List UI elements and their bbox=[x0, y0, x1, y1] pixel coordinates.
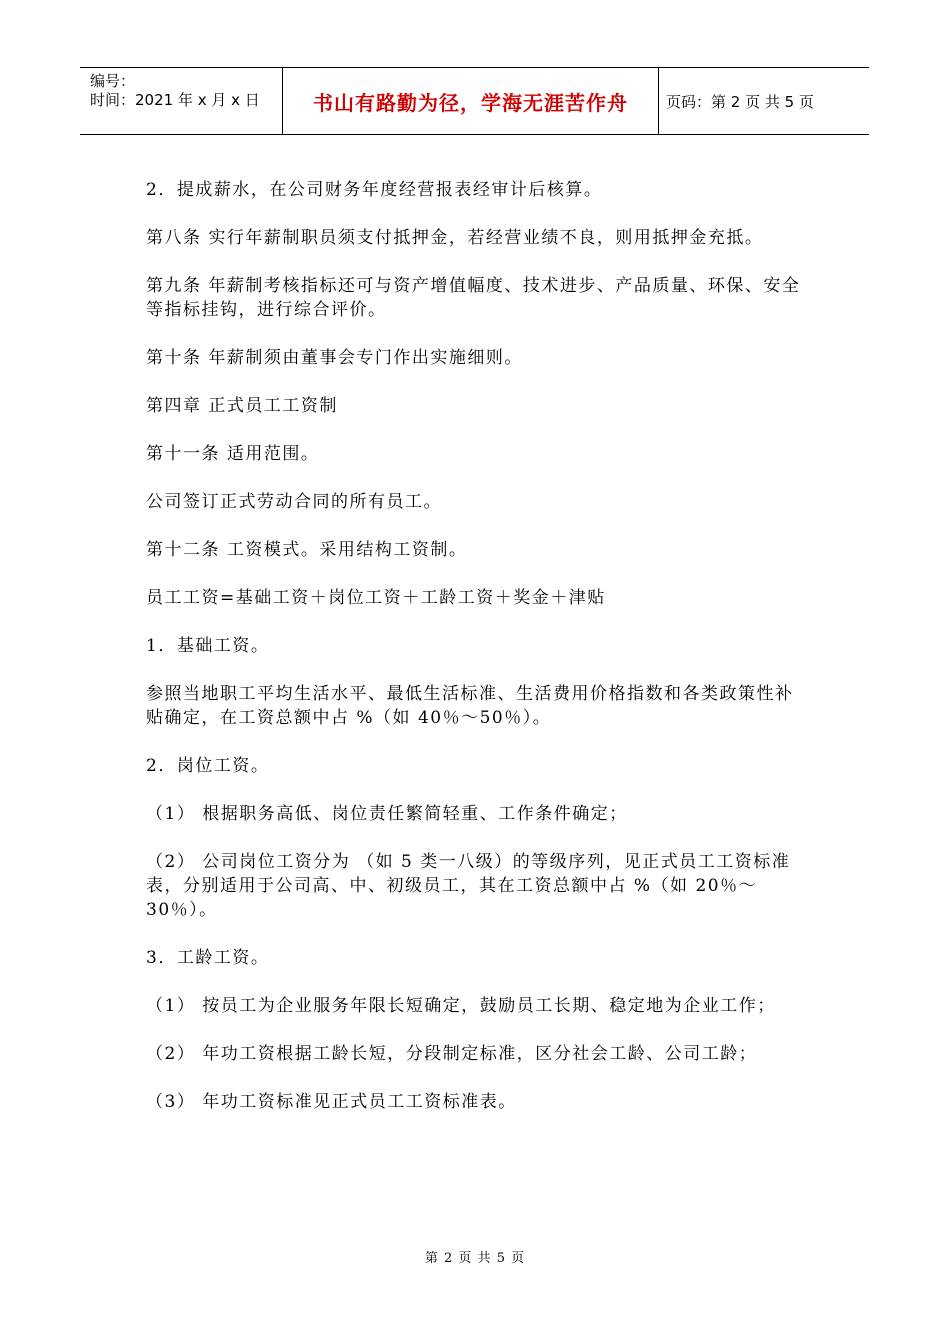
paragraph: （2） 公司岗位工资分为 （如 5 类一八级）的等级序列，见正式员工工资标准表，分别适用于公司高、中、初级员工，其在工资总额中占 %（如 20％～30％）。 bbox=[146, 852, 791, 920]
paragraph: （1） 按员工为企业服务年限长短确定，鼓励员工长期、稳定地为企业工作； bbox=[146, 996, 776, 1016]
paragraph: 2．岗位工资。 bbox=[146, 756, 270, 776]
paragraph: 第十二条 工资模式。采用结构工资制。 bbox=[146, 540, 468, 560]
paragraph: 公司签订正式劳动合同的所有员工。 bbox=[146, 492, 442, 512]
header-divider-right bbox=[658, 68, 659, 134]
header-page-code: 页码：第 2 页 共 5 页 bbox=[666, 92, 814, 111]
header-meta bbox=[90, 72, 290, 110]
paragraph: 第八条 实行年薪制职员须支付抵押金，若经营业绩不良，则用抵押金充抵。 bbox=[146, 228, 764, 248]
salary-formula: 员工工资=基础工资＋岗位工资＋工龄工资＋奖金＋津贴 bbox=[146, 588, 606, 608]
paragraph: 2．提成薪水，在公司财务年度经营报表经审计后核算。 bbox=[146, 180, 603, 200]
page-header bbox=[80, 67, 869, 135]
paragraph: 第九条 年薪制考核指标还可与资产增值幅度、技术进步、产品质量、环保、安全等指标挂钩，进行综合评价。 bbox=[146, 276, 801, 320]
page-footer: 第 2 页 共 5 页 bbox=[424, 1251, 526, 1266]
paragraph: 第十一条 适用范围。 bbox=[146, 444, 320, 464]
paragraph: 1．基础工资。 bbox=[146, 636, 270, 656]
paragraph: （2） 年功工资根据工龄长短，分段制定标准，区分社会工龄、公司工龄； bbox=[146, 1044, 758, 1064]
chapter-heading: 第四章 正式员工工资制 bbox=[146, 396, 338, 416]
paragraph: （3） 年功工资标准见正式员工工资标准表。 bbox=[146, 1092, 517, 1112]
paragraph: 3．工龄工资。 bbox=[146, 948, 270, 968]
document-body bbox=[146, 178, 806, 1138]
paragraph: 参照当地职工平均生活水平、最低生活标准、生活费用价格指数和各类政策性补贴确定，在工资总额中占 %（如 40％～50％）。 bbox=[146, 684, 794, 728]
document-number-label: 编号： bbox=[90, 72, 136, 90]
paragraph: （1） 根据职务高低、岗位责任繁简轻重、工作条件确定； bbox=[146, 804, 628, 824]
paragraph: 第十条 年薪制须由董事会专门作出实施细则。 bbox=[146, 348, 523, 368]
header-motto: 书山有路勤为径，学海无涯苦作舟 bbox=[313, 90, 628, 115]
document-date: 时间：2021 年 x 月 x 日 bbox=[90, 91, 260, 109]
